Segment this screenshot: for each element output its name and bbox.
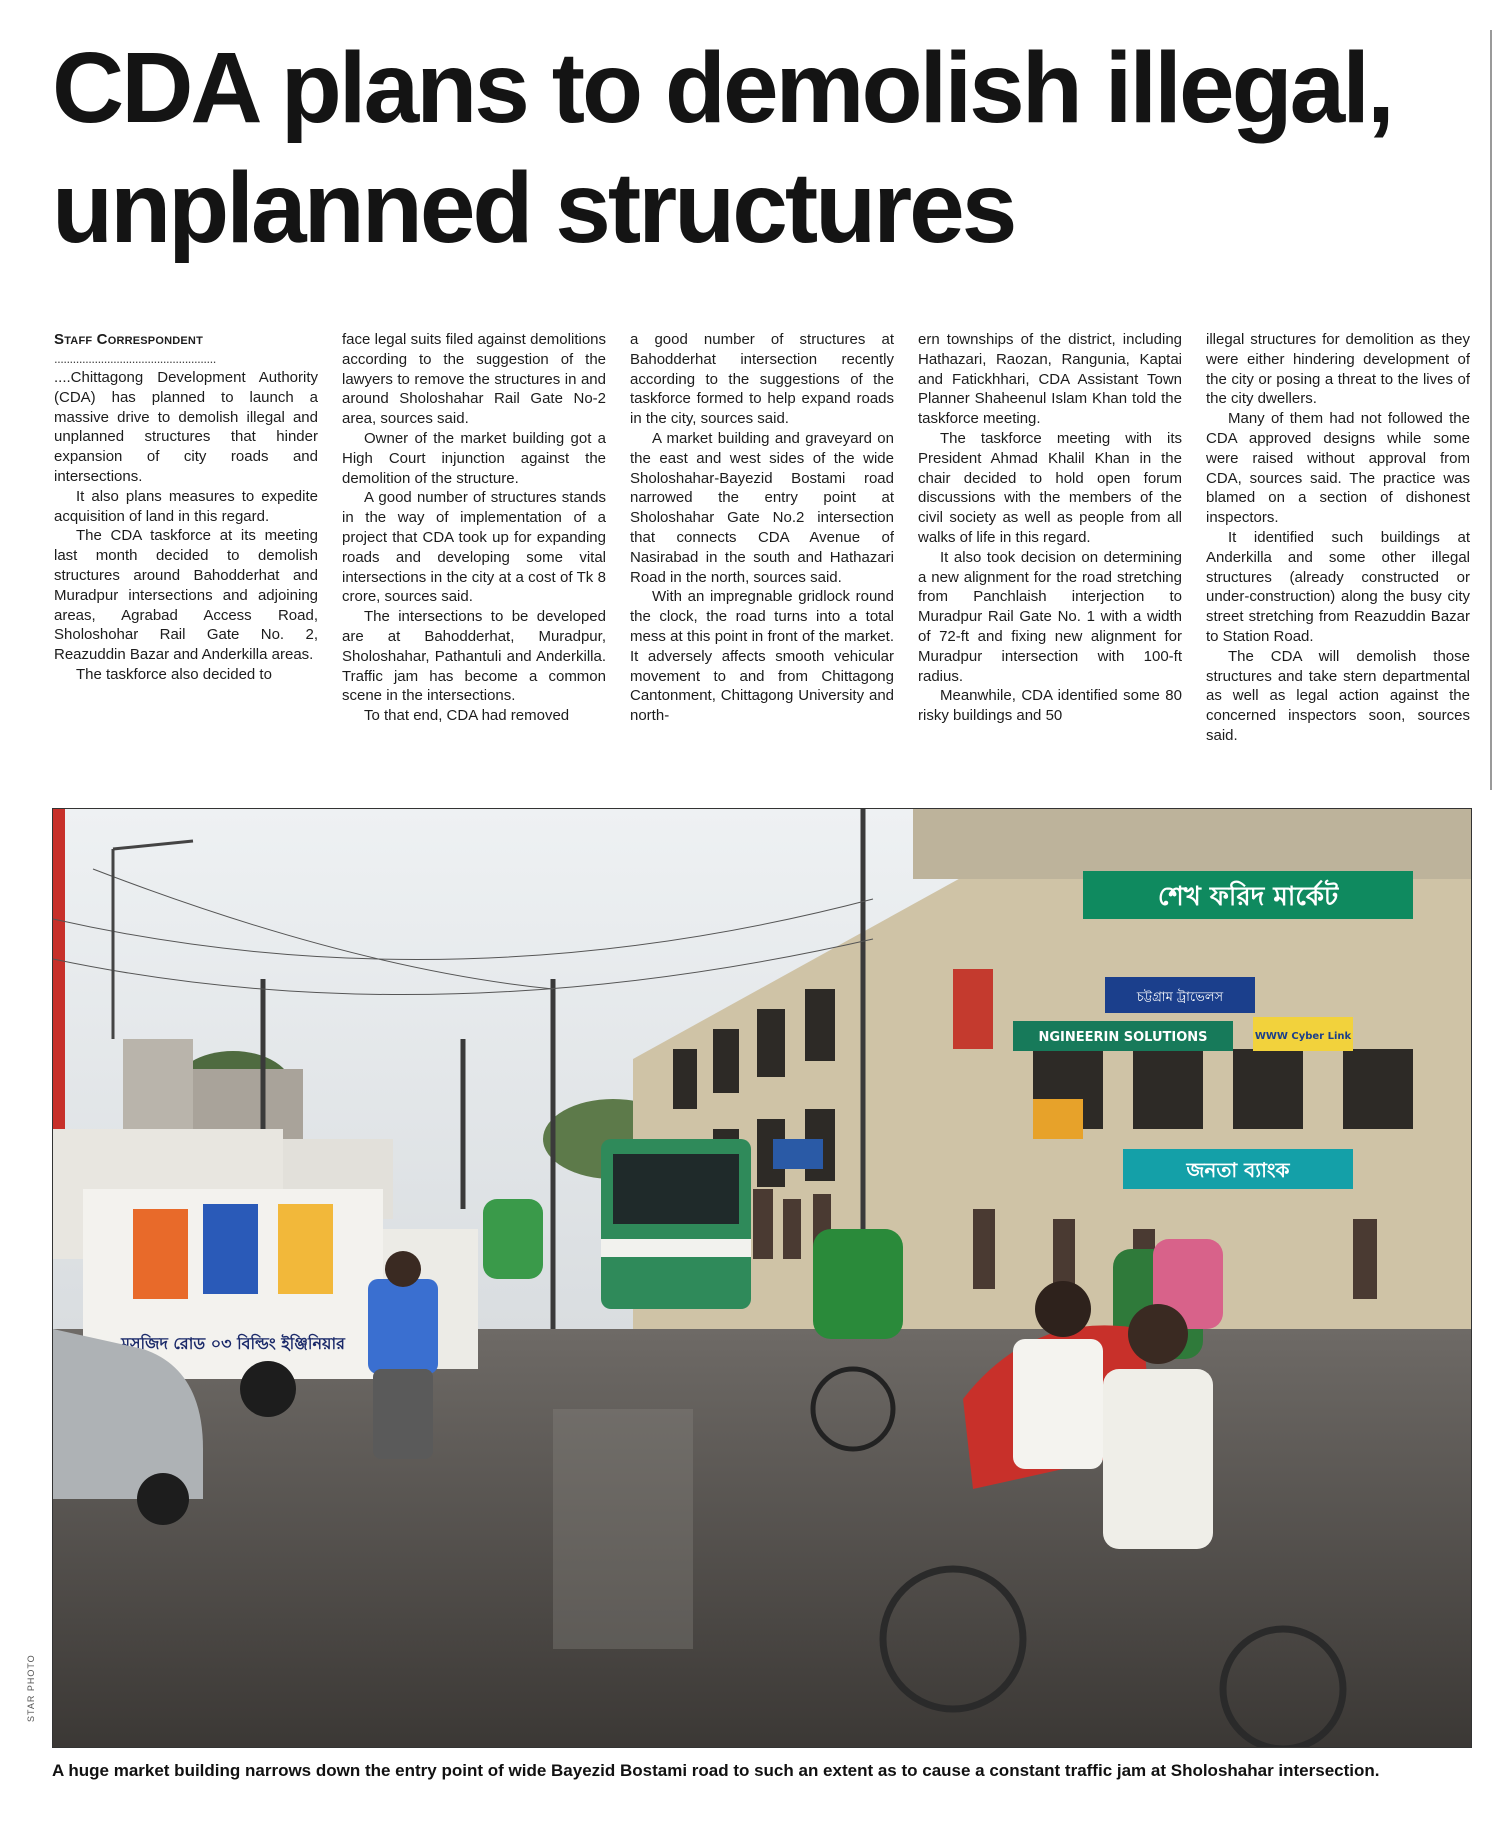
- paragraph: The taskforce meeting with its President Ahmad Khalil Khan in the chair decided to hold open forum discussions with the members of the civil society as well as people from all walks of life in this regard.: [918, 429, 1182, 546]
- paragraph: It identified such buildings at Anderkilla and some other illegal structures (already constructed or under-construction) along the busy city street stretching from Reazuddin Bazar to Station Road.: [1206, 528, 1470, 645]
- byline-divider: ....................................................: [54, 351, 216, 366]
- rickshaw-puller: [1103, 1369, 1213, 1549]
- headline: CDA plans to demolish illegal, unplanned structures: [52, 32, 1392, 264]
- passenger-head: [1035, 1281, 1091, 1337]
- paragraph: ....Chittagong Development Authority (CDA) has planned to launch a massive drive to demolish illegal and unplanned structures that hinder expansion of city roads and intersections.: [54, 369, 318, 485]
- byline: Staff Correspondent: [54, 331, 203, 348]
- shop-sign: [1033, 1099, 1083, 1139]
- photo-caption: A huge market building narrows down the entry point of wide Bayezid Bostami road to such an extent as to cause a constant traffic jam at Sholoshahar intersection.: [52, 1761, 1380, 1780]
- truck-wheel: [240, 1361, 296, 1417]
- green-rickshaw: [483, 1199, 543, 1279]
- paragraph: To that end, CDA had removed: [364, 707, 570, 725]
- green-bus-windshield: [613, 1154, 739, 1224]
- truck-graphic: [203, 1204, 258, 1294]
- shop-sign: [773, 1139, 823, 1169]
- puller-head: [1128, 1304, 1188, 1364]
- cyber-sign-text: WWW Cyber Link: [1254, 1031, 1352, 1042]
- market-sign-text: শেখ ফরিদ মার্কেট: [1157, 882, 1339, 912]
- road-reflection: [553, 1409, 693, 1649]
- scooter-rider: [368, 1279, 438, 1374]
- paragraph: The intersections to be developed are at Bahodderhat, Muradpur, Sholoshahar, Pathantuli and Anderkilla. Traffic jam has become a common scene in the intersections.: [342, 608, 606, 705]
- paragraph: face legal suits filed against demolitions according to the suggestion of the lawyers to remove the structures in and around Sholoshahar Rail Gate No-2 area, sources said.: [342, 331, 606, 428]
- paragraph: Many of them had not followed the CDA approved designs while some were raised without approval from CDA, sources said. The practice was blamed on a section of dishonest inspectors.: [1206, 410, 1470, 527]
- article-column-3: [630, 330, 894, 778]
- paragraph: A market building and graveyard on the east and west sides of the wide Sholoshahar-Bayezid Bostami road narrowed the entry point at Sholoshahar Gate No.2 intersection that connects CDA Avenue of Nasirabad in the south and Hathazari Road in the north, sources said.: [630, 429, 894, 586]
- solutions-sign-text: NGINEERIN SOLUTIONS: [1038, 1030, 1208, 1045]
- green-rickshaw: [813, 1229, 903, 1339]
- paragraph: ern townships of the district, including Hathazari, Raozan, Rangunia, Kaptai and Fatickhhari, CDA Assistant Town Planner Shaheenul Islam Khan told the taskforce meeting.: [918, 331, 1182, 428]
- article-column-2: [342, 330, 606, 778]
- paragraph: Meanwhile, CDA identified some 80 risky buildings and 50: [918, 687, 1182, 725]
- bank-sign-text: জনতা ব্যাংক: [1186, 1158, 1290, 1182]
- street-photo: [52, 808, 1472, 1748]
- truck-graphic: [133, 1209, 188, 1299]
- rider-head: [385, 1251, 421, 1287]
- rickshaw-passenger: [1013, 1339, 1103, 1469]
- truck-lettering: মসজিদ রোড ০৩ বিল্ডিং ইঞ্জিনিয়ার: [121, 1334, 345, 1353]
- article-column-1: [54, 330, 318, 778]
- paragraph: A good number of structures stands in the way of implementation of a project that CDA took up for expanding roads and developing some vital intersections in the city at a cost of Tk 8 crore, sources said.: [342, 489, 606, 606]
- photo-credit: STAR PHOTO: [26, 1654, 36, 1722]
- paragraph: Owner of the market building got a High Court injunction against the demolition of the structure.: [342, 429, 606, 487]
- shop-sign: [953, 969, 993, 1049]
- article-column-5: [1206, 330, 1470, 778]
- paragraph: The taskforce also decided to: [76, 665, 272, 683]
- article-column-4: [918, 330, 1182, 778]
- travels-sign-text: চট্টগ্রাম ট্রাভেলস: [1136, 990, 1224, 1005]
- paragraph: It also plans measures to expedite acquisition of land in this regard.: [54, 487, 318, 525]
- article-body: [54, 330, 1472, 778]
- paragraph: It also took decision on determining a new alignment for the road stretching from Panchlaish interjection to Muradpur Rail Gate No. 1 with a width of 72-ft and fixing new alignment for Muradpur intersection with 100-ft radius.: [918, 548, 1182, 685]
- truck-graphic: [278, 1204, 333, 1294]
- car-wheel: [137, 1473, 189, 1525]
- paragraph: The CDA will demolish those structures and take stern departmental as well as legal action against the concerned inspectors soon, sources said.: [1206, 647, 1470, 744]
- paragraph: The CDA taskforce at its meeting last month decided to demolish structures around Bahodderhat and Muradpur intersections and adjoining areas, Agrabad Access Road, Sholoshohar Rail Gate No. 2, Reazuddin Bazar and Anderkilla areas.: [54, 527, 318, 664]
- market-building-roofline: [913, 809, 1471, 879]
- paragraph: a good number of structures at Bahodderhat intersection recently according to the suggestions of the taskforce formed to help expand roads in the city, sources said.: [630, 331, 894, 428]
- column-rule: [1490, 30, 1492, 790]
- green-bus-body-stripe: [601, 1239, 751, 1257]
- paragraph: With an impregnable gridlock round the clock, the road turns into a total mess at this point in front of the market. It adversely affects smooth vehicular movement to and from Chittagong Cantonment, Chittagong University and north-: [630, 588, 894, 725]
- paragraph: illegal structures for demolition as they were either hindering development of the city or posing a threat to the lives of the city dwellers.: [1206, 331, 1470, 408]
- scooter: [373, 1369, 433, 1459]
